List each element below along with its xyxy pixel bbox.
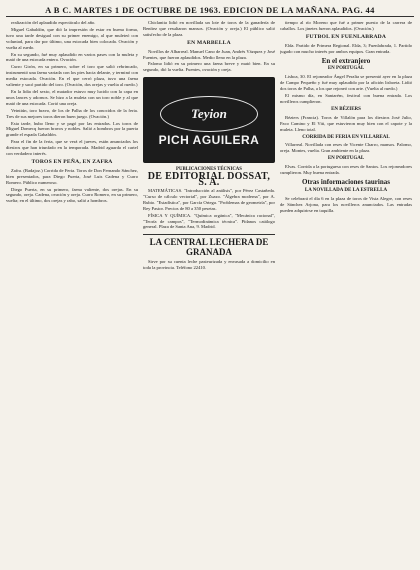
publications-header: PUBLICACIONES TÉCNICAS	[176, 167, 242, 173]
section-headline: Otras informaciones taurinas	[302, 177, 390, 186]
column-2	[143, 20, 275, 568]
article-paragraph: Curro Girón, en su primero, sobre el toro que salió rebrincado, instrumentó una faena variada con los pies hacia delante, y terminó con media estocada. Ovación. En el que cerró plaza, tuvo una faena valiente y sacó partido del toro. (Ovación, dos orejas y vuelta al ruedo.)	[6, 64, 138, 88]
section-headline: En el extranjero	[321, 56, 371, 65]
article-paragraph: FÍSICA Y QUÍMICA. "Química orgánica", "Mecánica racional", "Teoría de campos", "Termodinámica técnica". Pídanos catálogo general. Plaza de Santa Ana, 9. Madrid.	[143, 212, 275, 230]
subsection-heading: EN PORTUGAL	[327, 156, 365, 162]
article-paragraph: El mismo día, en Santarém, festival con buena entrada. Los novilleros cumplieron.	[280, 93, 412, 104]
article-paragraph: Elvas. Corrida a la portuguesa con reses de Santos. Los rejoneadores cumplieron. Muy buena entrada.	[280, 164, 412, 176]
publications-title: DE EDITORIAL DOSSAT, S. A.	[147, 171, 271, 189]
column-3	[280, 20, 412, 568]
article-paragraph: Elda. Partido de Primera Regional. Elda, 3; Fuenlabrada, 1. Partido jugado con mucho interés por ambos equipos. Gran entrada.	[280, 42, 412, 54]
article-paragraph: En la lidia del sexto, el matador estuvo muy lucido con la capa en unos lances y adornos. Se hizo a la muleta con un toro noble y al que mató de una estocada. Cortó una oreja.	[6, 88, 138, 106]
advertisement	[143, 77, 275, 163]
section-heading: FUTBOL EN FUENLABRADA	[305, 33, 387, 40]
ad-name: PICH AGUILERA	[158, 133, 260, 148]
ad-brand-logo: Teyion	[160, 96, 258, 132]
columns	[6, 20, 414, 568]
article-paragraph: Se celebrará el día 6 en la plaza de toros de Vista Alegre, con reses de Sánchez Arjona, para los novilleros anunciados. Las entradas pueden adquirirse en taquilla.	[280, 195, 412, 213]
subsection-heading: EN BÉZIERS	[331, 106, 361, 112]
article-paragraph: realización del aplaudido espectáculo del año.	[11, 20, 96, 25]
section-heading: EN MARBELLA	[187, 39, 231, 46]
article-paragraph: Sirve por su cuenta leche pasteurizada y envasada a domicilio en toda la provincia. Teléfono 22410.	[143, 259, 275, 271]
column-1	[6, 20, 138, 568]
subsection-heading: CORRIDA DE FERIA EN VILLAREAL	[302, 134, 390, 140]
subsection-heading: LA NOVILLADA DE LA ESTRELLA	[304, 187, 388, 193]
article-paragraph: Palomo lidió en su primero una faena breve y mató bien. En su segundo, dió la vuelta. Fuentes, ovación y oreja.	[143, 61, 275, 73]
section-heading: TOROS EN PEÑA, EN ZAFRA	[31, 158, 113, 165]
page-header: A B C. MARTES 1 DE OCTUBRE DE 1963. EDICION DE LA MAÑANA. PAG. 44	[6, 4, 414, 17]
article-paragraph: Esta tarde, hubo lleno y se pagó por las entradas. Los toros de Miguel Domecq fueron bravos y nobles. Salió a hombros por la puerta grande el espada Gabaldón.	[6, 120, 138, 138]
article-paragraph: tiempo al río Moreno que fué a primer puesto de la carrera de caballos. Los jinetes fueron aplaudidos. (Ovación.)	[280, 20, 412, 31]
subsection-heading: EN PORTUGAL	[327, 66, 365, 72]
article-paragraph: Lisboa, 30. El rejoneador Ángel Peralta se presentó ayer en la plaza de Campo Pequeño y fué muy aplaudido por la afición lisboeta. Lidió dos toros de Palha, a los que rejoneó con arte. (Vuelta al ruedo.)	[280, 74, 412, 92]
article-paragraph: En su segundo, fué muy aplaudido en varios pases con la muleta y mató de una estocada entera. Ovación.	[6, 51, 138, 63]
article-paragraph: Diego Puerta, en su primero, faena valiente, dos orejas. En su segundo, oreja. Cadena, ovación y oreja. Curro Romero, en su primero, vuelta; en el último, dos orejas y rabo, salió a hombros.	[6, 186, 138, 204]
article-paragraph: MATEMÁTICAS. "Introducción al análisis", por Pérez Castañeda. "Curso de cálculo vectorial", por Zuazo. "Álgebra moderna", por A. Rubio. "Estadística", por García Ortega. "Problemas de geometría", por Rey Pastor. Precios de 80 a 350 pesetas.	[143, 187, 275, 211]
article-paragraph: Villarreal. Novillada con reses de Vicente Charro, mansos. Palomo, oreja. Montes, vuelta. Gran ambiente en la plaza.	[280, 142, 412, 154]
article-paragraph: Béziers (Francia). Toros de Villalón para los diestros José Julio, Paco Camino y El Viti, que estuvieron muy bien con el capote y la muleta. Lleno total.	[280, 114, 412, 132]
ad-heading: LA CENTRAL LECHERA DE GRANADA	[143, 234, 275, 257]
article-paragraph: Veintiún, toro bravo, de los de Palha de los conocidos de la feria. Tres de sus mejores toros dieron buen juego. (Ovación.)	[6, 107, 138, 119]
article-paragraph: Zafra. (Badajoz.) Corrida de Feria. Toros de Don Fernando Sánchez, bien presentados, para Diego Puerta, José Luis Cadena y Curro Romero. Público numeroso.	[6, 167, 138, 185]
article-paragraph: Para el fin de la feria, que se verá el jueves, están anunciados los diestros que han triunfado en la temporada. Madrid aguarda el cartel con verdadero interés.	[6, 139, 138, 157]
article-paragraph: Miguel Gabaldón, que dió la impresión de estar en buena forma, tuvo una tarde desigual con su primer enemigo, al que muleteó con voluntad, para dar por último, una estocada bien colocada. Ovación y vuelta al ruedo.	[6, 26, 138, 50]
article-paragraph: Novillos de Albarreal. Manuel Cano de Juan, Andrés Vázquez y José Fuentes, que fueron aplaudidos. Medio lleno en la plaza.	[143, 48, 275, 60]
article-paragraph: Chiclanita lidió en novillada un lote de toros de la ganadería de Benítez que resultaron mansos. (Ovación y oreja.) El público salió satisfecho de la plaza.	[143, 20, 275, 37]
